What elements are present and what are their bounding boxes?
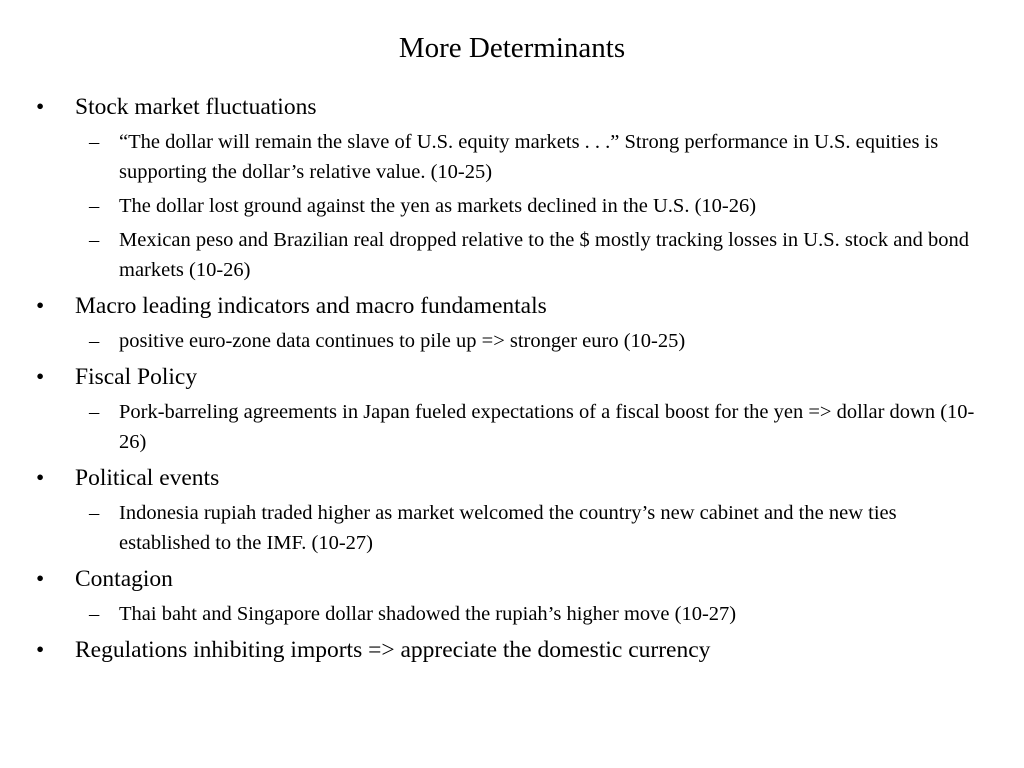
sub-marker: – [89, 401, 100, 423]
sub-marker: – [89, 502, 100, 524]
bullet-marker: • [36, 465, 45, 491]
bullet-marker: • [36, 94, 45, 120]
bullet-item [0, 362, 1024, 393]
sub-marker: – [89, 330, 100, 352]
bullet-item [0, 291, 1024, 322]
bullet-item [0, 463, 1024, 494]
bullet-text: Regulations inhibiting imports => appreciate the domestic currency [75, 637, 711, 663]
sub-text: “The dollar will remain the slave of U.S. equity markets . . .” Strong performance in U.S. equities is supporting the dollar’s relative value. (10-25) [119, 131, 939, 183]
bullet-text: Political events [75, 465, 220, 491]
sub-list [0, 498, 1024, 558]
bullet-text: Stock market fluctuations [75, 94, 317, 120]
sub-item [0, 326, 1024, 356]
bullet-item [0, 92, 1024, 123]
sub-text: positive euro-zone data continues to pile up => stronger euro (10-25) [119, 330, 686, 352]
bullet-text: Fiscal Policy [75, 364, 198, 390]
sub-text: Pork-barreling agreements in Japan fueled expectations of a fiscal boost for the yen => dollar down (10-26) [119, 401, 975, 453]
sub-marker: – [89, 603, 100, 625]
bullet-text: Contagion [75, 566, 173, 592]
sub-list [0, 397, 1024, 457]
sub-list [0, 127, 1024, 285]
bullet-marker: • [36, 637, 45, 663]
sub-text: Thai baht and Singapore dollar shadowed the rupiah’s higher move (10-27) [119, 603, 737, 625]
sub-marker: – [89, 131, 100, 153]
sub-text: Mexican peso and Brazilian real dropped relative to the $ mostly tracking losses in U.S. stock and bond markets (10-26) [119, 229, 969, 281]
sub-marker: – [89, 195, 100, 217]
sub-marker: – [89, 229, 100, 251]
sub-list [0, 326, 1024, 356]
sub-list [0, 599, 1024, 629]
bullet-marker: • [36, 566, 45, 592]
bullet-list [0, 92, 1024, 666]
bullet-item [0, 635, 1024, 666]
bullet-marker: • [36, 293, 45, 319]
sub-item [0, 498, 1024, 558]
slide-title: More Determinants [398, 32, 626, 64]
sub-item [0, 599, 1024, 629]
sub-item [0, 127, 1024, 187]
bullet-item [0, 564, 1024, 595]
sub-item [0, 225, 1024, 285]
bullet-text: Macro leading indicators and macro fundamentals [75, 293, 547, 319]
sub-item [0, 191, 1024, 221]
sub-item [0, 397, 1024, 457]
bullet-marker: • [36, 364, 45, 390]
sub-text: Indonesia rupiah traded higher as market welcomed the country’s new cabinet and the new ties established to the IMF. (10-27) [119, 502, 897, 554]
sub-text: The dollar lost ground against the yen as markets declined in the U.S. (10-26) [119, 195, 757, 217]
